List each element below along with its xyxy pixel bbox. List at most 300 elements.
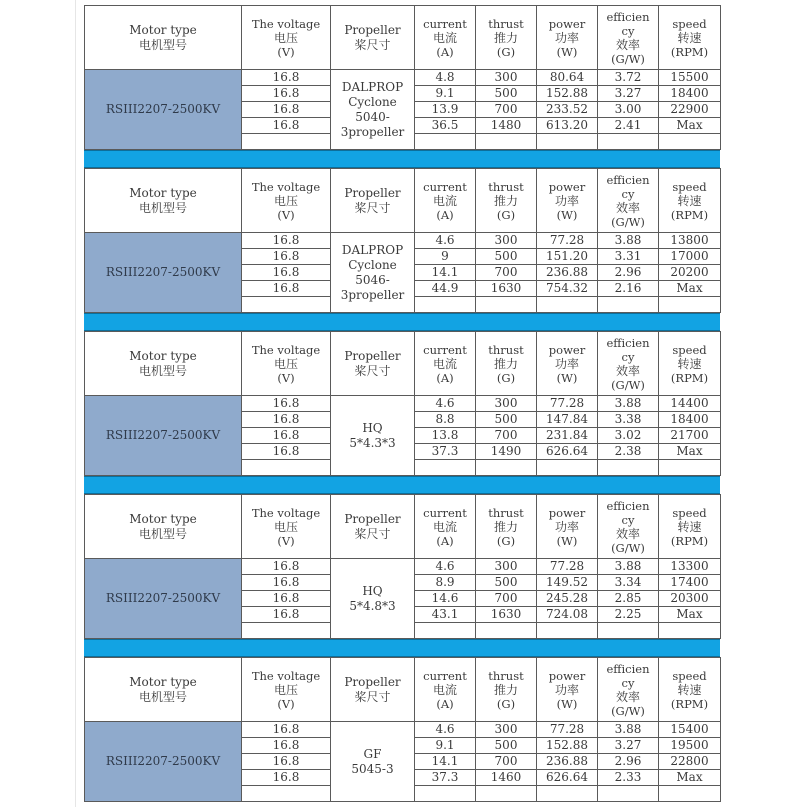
header-voltage-unit: (V) — [277, 370, 295, 385]
header-current-en: current — [423, 505, 467, 520]
header-current-unit: (A) — [436, 533, 454, 548]
table-row — [85, 396, 721, 412]
power-cell-empty — [537, 297, 598, 313]
motor-type-cell: RSIII2207-2500KV — [85, 722, 242, 802]
header-voltage-unit: (V) — [277, 207, 295, 222]
header-motor-en: Motor type — [129, 185, 197, 200]
speed-cell: 19500 — [659, 738, 721, 754]
header-current-zh: 电流 — [432, 30, 457, 45]
power-cell: 152.88 — [537, 86, 598, 102]
header-efficiency — [598, 6, 659, 70]
header-speed-zh: 转速 — [677, 519, 702, 534]
header-voltage — [242, 6, 331, 70]
voltage-cell: 16.8 — [242, 575, 331, 591]
section-separator-bar — [84, 313, 720, 331]
thrust-cell: 300 — [476, 396, 537, 412]
current-cell: 9.1 — [415, 738, 476, 754]
thrust-cell: 1630 — [476, 281, 537, 297]
propeller-line: 5*4.3*3 — [349, 435, 396, 450]
speed-cell: 17400 — [659, 575, 721, 591]
header-propeller — [331, 169, 415, 233]
header-efficiency-unit: (G/W) — [611, 214, 645, 229]
header-power-en: power — [548, 668, 586, 683]
header-voltage — [242, 332, 331, 396]
efficiency-cell-empty — [598, 297, 659, 313]
speed-cell: 15400 — [659, 722, 721, 738]
header-speed — [659, 6, 721, 70]
power-cell-empty — [537, 134, 598, 150]
motor-type-cell: RSIII2207-2500KV — [85, 396, 242, 476]
header-efficiency-en2: cy — [621, 23, 635, 38]
thrust-cell-empty — [476, 134, 537, 150]
speed-cell: 20300 — [659, 591, 721, 607]
current-cell: 13.8 — [415, 428, 476, 444]
header-voltage — [242, 495, 331, 559]
motor-test-data-sheet — [84, 5, 720, 802]
thrust-cell: 1630 — [476, 607, 537, 623]
thrust-cell: 300 — [476, 559, 537, 575]
voltage-cell-empty — [242, 297, 331, 313]
thrust-cell: 300 — [476, 233, 537, 249]
header-speed-en: speed — [672, 668, 707, 683]
power-cell-empty — [537, 786, 598, 802]
header-propeller-en: Propeller — [344, 185, 401, 200]
voltage-cell: 16.8 — [242, 118, 331, 134]
thrust-cell-empty — [476, 297, 537, 313]
header-motor-zh: 电机型号 — [138, 363, 187, 378]
header-efficiency-zh: 效率 — [615, 37, 640, 52]
efficiency-cell: 3.31 — [598, 249, 659, 265]
efficiency-cell: 3.27 — [598, 738, 659, 754]
header-thrust-en: thrust — [488, 16, 524, 31]
efficiency-cell: 3.27 — [598, 86, 659, 102]
current-cell: 4.6 — [415, 233, 476, 249]
thrust-cell: 300 — [476, 70, 537, 86]
thrust-cell: 500 — [476, 738, 537, 754]
header-efficiency-en2: cy — [621, 675, 635, 690]
header-current-zh: 电流 — [432, 519, 457, 534]
thrust-cell: 1480 — [476, 118, 537, 134]
speed-cell: Max — [659, 770, 721, 786]
header-efficiency-en1: efficien — [606, 661, 650, 676]
voltage-cell: 16.8 — [242, 607, 331, 623]
header-current-zh: 电流 — [432, 682, 457, 697]
header-efficiency-unit: (G/W) — [611, 540, 645, 555]
current-cell: 4.6 — [415, 396, 476, 412]
thrust-cell: 1490 — [476, 444, 537, 460]
power-cell: 626.64 — [537, 444, 598, 460]
header-current — [415, 332, 476, 396]
header-propeller-en: Propeller — [344, 22, 401, 37]
header-voltage-en: The voltage — [251, 179, 321, 194]
current-cell-empty — [415, 623, 476, 639]
voltage-cell-empty — [242, 460, 331, 476]
header-voltage-zh: 电压 — [273, 30, 298, 45]
thrust-cell: 700 — [476, 428, 537, 444]
header-propeller-zh: 桨尺寸 — [354, 37, 391, 52]
voltage-cell: 16.8 — [242, 70, 331, 86]
header-row — [85, 658, 721, 722]
section-separator-bar — [84, 150, 720, 168]
efficiency-cell-empty — [598, 623, 659, 639]
voltage-cell: 16.8 — [242, 770, 331, 786]
speed-cell: Max — [659, 118, 721, 134]
header-power — [537, 495, 598, 559]
propeller-line: HQ — [362, 420, 383, 435]
propeller-line: 5*4.8*3 — [349, 598, 396, 613]
header-speed-en: speed — [672, 16, 707, 31]
section-separator-bar — [84, 639, 720, 657]
table-row — [85, 70, 721, 86]
header-motor-type — [85, 6, 242, 70]
speed-cell: 18400 — [659, 86, 721, 102]
header-efficiency — [598, 332, 659, 396]
header-voltage-zh: 电压 — [273, 682, 298, 697]
current-cell: 14.1 — [415, 265, 476, 281]
header-motor-zh: 电机型号 — [138, 526, 187, 541]
header-current — [415, 6, 476, 70]
voltage-cell: 16.8 — [242, 428, 331, 444]
power-cell: 151.20 — [537, 249, 598, 265]
header-motor-en: Motor type — [129, 674, 197, 689]
header-current-en: current — [423, 16, 467, 31]
power-cell-empty — [537, 623, 598, 639]
current-cell: 37.3 — [415, 444, 476, 460]
power-cell: 77.28 — [537, 559, 598, 575]
propeller-lines — [331, 243, 414, 303]
header-thrust-zh: 推力 — [493, 30, 518, 45]
propeller-line: 3propeller — [340, 124, 405, 139]
efficiency-cell: 3.34 — [598, 575, 659, 591]
current-cell-empty — [415, 297, 476, 313]
header-power — [537, 6, 598, 70]
header-power-en: power — [548, 16, 586, 31]
efficiency-cell: 2.16 — [598, 281, 659, 297]
header-thrust — [476, 332, 537, 396]
speed-cell: 20200 — [659, 265, 721, 281]
current-cell: 43.1 — [415, 607, 476, 623]
power-cell: 77.28 — [537, 233, 598, 249]
header-thrust-zh: 推力 — [493, 682, 518, 697]
motor-type-cell: RSIII2207-2500KV — [85, 233, 242, 313]
header-current — [415, 169, 476, 233]
header-power-unit: (W) — [556, 533, 578, 548]
speed-cell-empty — [659, 460, 721, 476]
header-current-unit: (A) — [436, 696, 454, 711]
header-voltage-unit: (V) — [277, 533, 295, 548]
power-cell: 626.64 — [537, 770, 598, 786]
current-cell: 14.6 — [415, 591, 476, 607]
header-thrust-en: thrust — [488, 342, 524, 357]
header-thrust-en: thrust — [488, 668, 524, 683]
power-cell: 147.84 — [537, 412, 598, 428]
speed-cell: 13800 — [659, 233, 721, 249]
header-voltage — [242, 169, 331, 233]
power-cell: 245.28 — [537, 591, 598, 607]
header-motor-type — [85, 332, 242, 396]
header-efficiency-en2: cy — [621, 512, 635, 527]
propeller-line: DALPROP — [341, 79, 404, 94]
efficiency-cell: 2.33 — [598, 770, 659, 786]
power-cell: 724.08 — [537, 607, 598, 623]
header-thrust-zh: 推力 — [493, 356, 518, 371]
current-cell: 4.6 — [415, 559, 476, 575]
header-propeller-en: Propeller — [344, 674, 401, 689]
header-efficiency-en1: efficien — [606, 172, 650, 187]
header-row — [85, 6, 721, 70]
speed-cell: 15500 — [659, 70, 721, 86]
voltage-cell: 16.8 — [242, 233, 331, 249]
header-thrust-unit: (G) — [496, 370, 516, 385]
voltage-cell: 16.8 — [242, 754, 331, 770]
header-thrust — [476, 495, 537, 559]
efficiency-cell: 3.00 — [598, 102, 659, 118]
header-efficiency-zh: 效率 — [615, 526, 640, 541]
header-power-zh: 功率 — [554, 193, 579, 208]
header-speed-zh: 转速 — [677, 356, 702, 371]
header-propeller-zh: 桨尺寸 — [354, 689, 391, 704]
thrust-cell: 500 — [476, 86, 537, 102]
thrust-cell-empty — [476, 460, 537, 476]
header-thrust — [476, 658, 537, 722]
propeller-line: DALPROP — [341, 242, 404, 257]
header-efficiency-zh: 效率 — [615, 689, 640, 704]
current-cell: 8.8 — [415, 412, 476, 428]
spec-table — [84, 5, 721, 150]
test-section — [84, 5, 720, 168]
header-speed — [659, 495, 721, 559]
propeller-line: 5046- — [355, 272, 390, 287]
speed-cell: Max — [659, 444, 721, 460]
header-row — [85, 495, 721, 559]
header-voltage-en: The voltage — [251, 16, 321, 31]
header-power-zh: 功率 — [554, 519, 579, 534]
thrust-cell: 700 — [476, 265, 537, 281]
header-power-zh: 功率 — [554, 682, 579, 697]
header-voltage-unit: (V) — [277, 696, 295, 711]
header-thrust-unit: (G) — [496, 696, 516, 711]
header-propeller-en: Propeller — [344, 511, 401, 526]
header-power — [537, 658, 598, 722]
header-power-zh: 功率 — [554, 356, 579, 371]
header-thrust — [476, 169, 537, 233]
voltage-cell: 16.8 — [242, 591, 331, 607]
header-motor-zh: 电机型号 — [138, 689, 187, 704]
header-speed-unit: (RPM) — [670, 696, 709, 711]
header-speed-en: speed — [672, 179, 707, 194]
efficiency-cell: 2.96 — [598, 754, 659, 770]
header-efficiency-en1: efficien — [606, 9, 650, 24]
header-motor-type — [85, 658, 242, 722]
header-power-en: power — [548, 179, 586, 194]
header-propeller — [331, 6, 415, 70]
current-cell: 9.1 — [415, 86, 476, 102]
thrust-cell: 500 — [476, 575, 537, 591]
header-propeller — [331, 332, 415, 396]
current-cell: 37.3 — [415, 770, 476, 786]
header-thrust — [476, 6, 537, 70]
voltage-cell: 16.8 — [242, 86, 331, 102]
spec-table — [84, 331, 721, 476]
efficiency-cell: 3.88 — [598, 722, 659, 738]
efficiency-cell: 2.96 — [598, 265, 659, 281]
speed-cell: 22800 — [659, 754, 721, 770]
propeller-lines — [331, 80, 414, 140]
current-cell: 9 — [415, 249, 476, 265]
header-speed — [659, 169, 721, 233]
voltage-cell: 16.8 — [242, 738, 331, 754]
thrust-cell: 300 — [476, 722, 537, 738]
propeller-lines — [331, 747, 414, 777]
current-cell: 36.5 — [415, 118, 476, 134]
voltage-cell: 16.8 — [242, 102, 331, 118]
propeller-line: Cyclone — [348, 94, 397, 109]
propeller-line: HQ — [362, 583, 383, 598]
header-motor-type — [85, 169, 242, 233]
efficiency-cell-empty — [598, 134, 659, 150]
header-motor-en: Motor type — [129, 511, 197, 526]
header-thrust-unit: (G) — [496, 207, 516, 222]
efficiency-cell: 2.41 — [598, 118, 659, 134]
power-cell: 149.52 — [537, 575, 598, 591]
header-speed-zh: 转速 — [677, 193, 702, 208]
header-motor-zh: 电机型号 — [138, 37, 187, 52]
voltage-cell: 16.8 — [242, 559, 331, 575]
header-power-en: power — [548, 505, 586, 520]
voltage-cell-empty — [242, 134, 331, 150]
test-section — [84, 657, 720, 802]
thrust-cell: 700 — [476, 102, 537, 118]
speed-cell-empty — [659, 623, 721, 639]
speed-cell: Max — [659, 281, 721, 297]
table-row — [85, 722, 721, 738]
header-row — [85, 332, 721, 396]
header-efficiency-en1: efficien — [606, 498, 650, 513]
propeller-cell — [331, 722, 415, 802]
current-cell: 8.9 — [415, 575, 476, 591]
speed-cell: 22900 — [659, 102, 721, 118]
header-thrust-zh: 推力 — [493, 193, 518, 208]
speed-cell: 14400 — [659, 396, 721, 412]
power-cell: 231.84 — [537, 428, 598, 444]
header-speed-unit: (RPM) — [670, 533, 709, 548]
spec-table — [84, 168, 721, 313]
thrust-cell: 700 — [476, 754, 537, 770]
header-current-unit: (A) — [436, 370, 454, 385]
header-propeller-en: Propeller — [344, 348, 401, 363]
propeller-cell — [331, 233, 415, 313]
current-cell-empty — [415, 460, 476, 476]
header-efficiency-en2: cy — [621, 349, 635, 364]
header-current-zh: 电流 — [432, 193, 457, 208]
power-cell: 613.20 — [537, 118, 598, 134]
efficiency-cell: 3.38 — [598, 412, 659, 428]
motor-type-cell: RSIII2207-2500KV — [85, 70, 242, 150]
header-propeller-zh: 桨尺寸 — [354, 200, 391, 215]
table-row — [85, 559, 721, 575]
power-cell: 236.88 — [537, 754, 598, 770]
efficiency-cell: 3.88 — [598, 559, 659, 575]
propeller-cell — [331, 70, 415, 150]
speed-cell: 18400 — [659, 412, 721, 428]
voltage-cell: 16.8 — [242, 444, 331, 460]
power-cell: 236.88 — [537, 265, 598, 281]
voltage-cell: 16.8 — [242, 265, 331, 281]
propeller-lines — [331, 421, 414, 451]
header-propeller — [331, 658, 415, 722]
test-section — [84, 331, 720, 494]
thrust-cell: 700 — [476, 591, 537, 607]
header-motor-type — [85, 495, 242, 559]
efficiency-cell: 3.88 — [598, 233, 659, 249]
voltage-cell: 16.8 — [242, 412, 331, 428]
header-efficiency-en2: cy — [621, 186, 635, 201]
header-efficiency-zh: 效率 — [615, 363, 640, 378]
propeller-line: GF — [363, 746, 382, 761]
propeller-lines — [331, 584, 414, 614]
power-cell: 80.64 — [537, 70, 598, 86]
header-propeller-zh: 桨尺寸 — [354, 363, 391, 378]
power-cell: 152.88 — [537, 738, 598, 754]
header-thrust-zh: 推力 — [493, 519, 518, 534]
current-cell: 4.8 — [415, 70, 476, 86]
header-speed — [659, 658, 721, 722]
current-cell: 4.6 — [415, 722, 476, 738]
propeller-cell — [331, 396, 415, 476]
header-speed-zh: 转速 — [677, 30, 702, 45]
propeller-line: Cyclone — [348, 257, 397, 272]
header-speed-unit: (RPM) — [670, 207, 709, 222]
header-efficiency-unit: (G/W) — [611, 703, 645, 718]
thrust-cell: 500 — [476, 249, 537, 265]
header-power-unit: (W) — [556, 370, 578, 385]
header-voltage-zh: 电压 — [273, 193, 298, 208]
speed-cell: 17000 — [659, 249, 721, 265]
header-thrust-en: thrust — [488, 505, 524, 520]
header-motor-en: Motor type — [129, 348, 197, 363]
power-cell-empty — [537, 460, 598, 476]
header-power-unit: (W) — [556, 207, 578, 222]
header-power-unit: (W) — [556, 696, 578, 711]
header-row — [85, 169, 721, 233]
header-power-unit: (W) — [556, 44, 578, 59]
header-power-zh: 功率 — [554, 30, 579, 45]
header-speed-zh: 转速 — [677, 682, 702, 697]
efficiency-cell: 2.38 — [598, 444, 659, 460]
propeller-cell — [331, 559, 415, 639]
voltage-cell: 16.8 — [242, 722, 331, 738]
efficiency-cell: 2.25 — [598, 607, 659, 623]
header-voltage-en: The voltage — [251, 342, 321, 357]
header-motor-en: Motor type — [129, 22, 197, 37]
header-current-en: current — [423, 668, 467, 683]
header-current-zh: 电流 — [432, 356, 457, 371]
efficiency-cell: 3.02 — [598, 428, 659, 444]
current-cell: 13.9 — [415, 102, 476, 118]
header-speed-unit: (RPM) — [670, 44, 709, 59]
current-cell-empty — [415, 786, 476, 802]
propeller-line: 5040- — [355, 109, 390, 124]
spec-table — [84, 494, 721, 639]
speed-cell-empty — [659, 134, 721, 150]
voltage-cell-empty — [242, 623, 331, 639]
header-current — [415, 495, 476, 559]
propeller-line: 3propeller — [340, 287, 405, 302]
header-thrust-en: thrust — [488, 179, 524, 194]
current-cell: 44.9 — [415, 281, 476, 297]
table-row — [85, 233, 721, 249]
header-current-unit: (A) — [436, 44, 454, 59]
